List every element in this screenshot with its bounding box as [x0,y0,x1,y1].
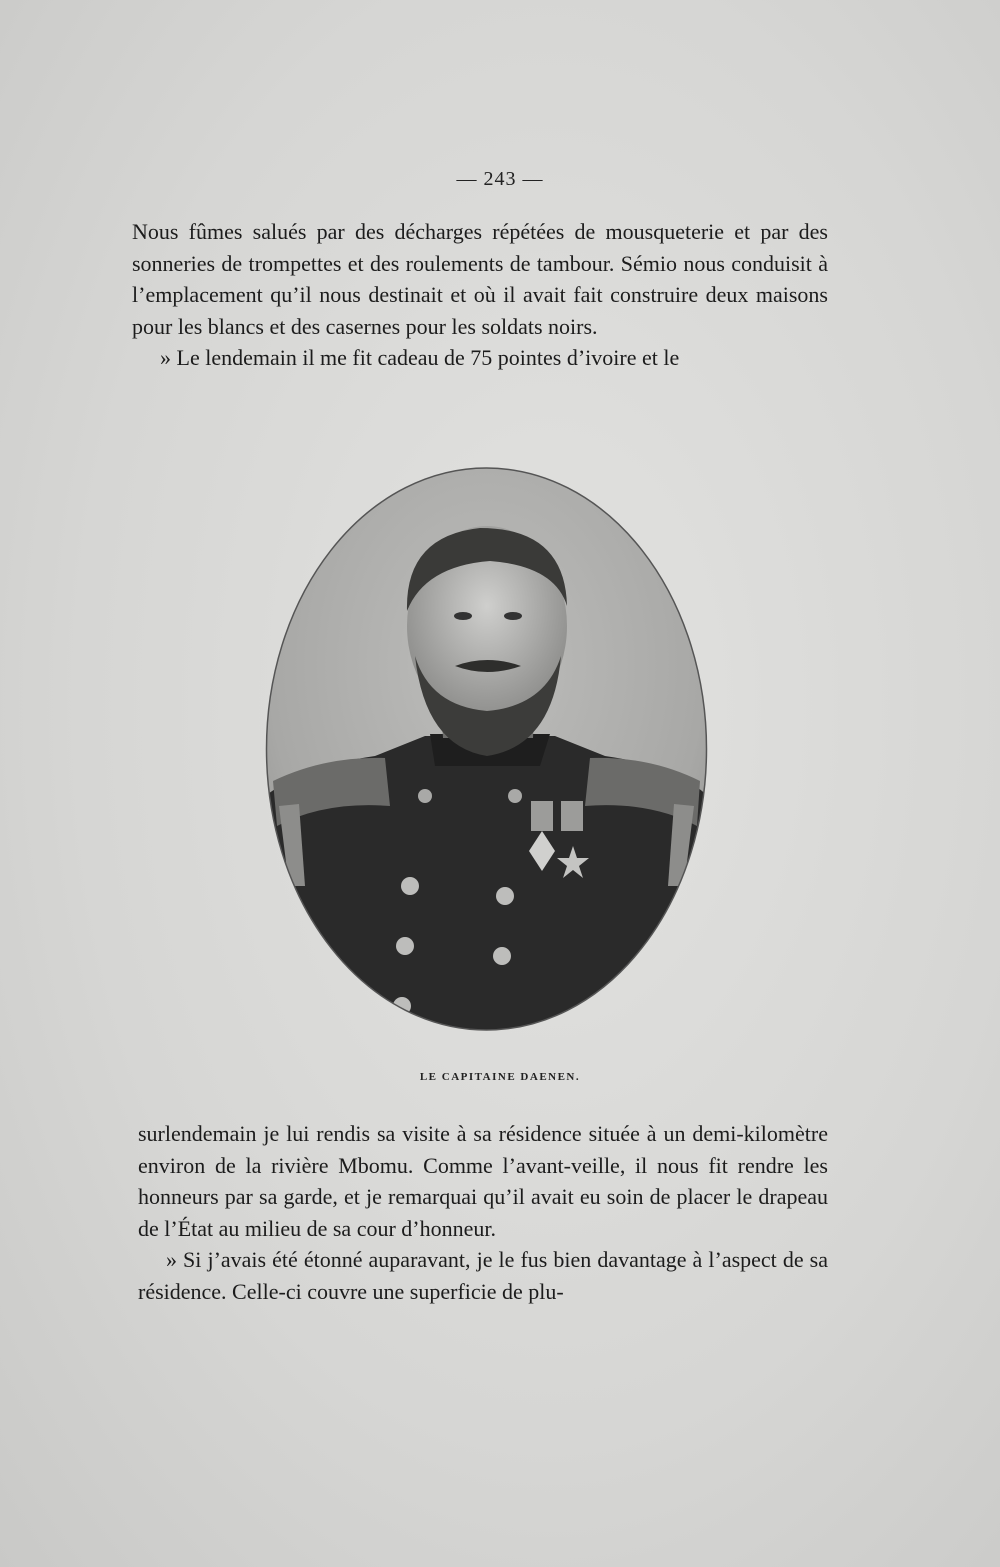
figure-caption: LE CAPITAINE DAENEN. [419,1071,581,1083]
body-text-top [132,216,828,374]
paragraph: Nous fûmes salués par des décharges répétées de mousqueterie et par des sonneries de trompettes et des roulements de tambour. Sémio nous conduisit à l’emplacement qu’il nous destinait et où il avait fait construire deux maisons pour les blancs et des casernes pour les soldats noirs. [132,219,828,339]
paragraph: » Si j’avais été étonné auparavant, je le fus bien davantage à l’aspect de sa résidence. Celle-ci couvre une superficie de plu- [138,1247,828,1304]
page-number: — 243 — [456,168,544,190]
portrait-image [265,466,708,1032]
paragraph: » Le lendemain il me fit cadeau de 75 pointes d’ivoire et le [160,345,680,370]
body-text-bottom [138,1118,828,1307]
paragraph: surlendemain je lui rendis sa visite à sa résidence située à un demi-kilomètre environ de la rivière Mbomu. Comme l’avant-veille, il nous fit rendre les honneurs par sa garde, et je remarquai qu’il avait eu soin de placer le drapeau de l’État au milieu de sa cour d’honneur. [138,1121,828,1241]
portrait-photograph [265,466,708,1032]
